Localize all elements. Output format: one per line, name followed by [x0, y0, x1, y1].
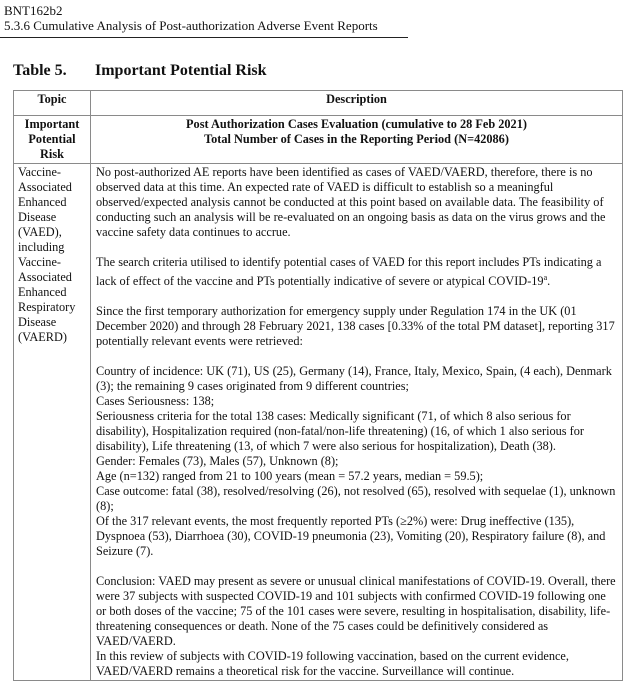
- description-cell: [91, 164, 623, 681]
- footnote-marker: a: [543, 273, 548, 282]
- case-outcome: Case outcome: fatal (38), resolved/resolving (26), not resolved (65), resolved with sequelae (1), unknown (8);: [96, 484, 616, 514]
- topic-cell: Vaccine-Associated Enhanced Disease (VAED), including Vaccine-Associated Enhanced Respiratory Disease (VAERD): [14, 164, 91, 681]
- subheader-line-1: Post Authorization Cases Evaluation (cumulative to 28 Feb 2021): [186, 117, 527, 131]
- search-criteria-paragraph: The search criteria utilised to identify potential cases of VAED for this report includes PTs indicating a lack of effect of the vaccine and PTs potentially indicative of severe or atypical COVID-19$^a$.: [96, 255, 602, 289]
- document-header: [4, 3, 404, 33]
- gender-breakdown: Gender: Females (73), Males (57), Unknown (8);: [96, 454, 339, 469]
- table-name: Important Potential Risk: [95, 62, 267, 79]
- subheader-line-2: Total Number of Cases in the Reporting Period (N=42086): [204, 132, 509, 146]
- subheader-description: [91, 116, 623, 164]
- country-of-incidence: Country of incidence: UK (71), US (25), Germany (14), France, Italy, Mexico, Spain, (4 each), Denmark (3); the remaining 9 cases originated from 9 different countries;: [96, 364, 612, 394]
- seriousness-criteria: Seriousness criteria for the total 138 cases: Medically significant (71, of which 8 also serious for disability), Hospitalization required (non-fatal/non-life threatening) (16, of which 1 also serious for disability), Life threatening (13, of which 7 were also serious for hospitalization), Death (38).: [96, 409, 584, 454]
- subheader-topic: Important Potential Risk: [14, 116, 91, 164]
- conclusion-paragraph: Conclusion: VAED may present as severe or unusual clinical manifestations of COVID-19. Overall, there were 37 subjects with suspected COVID-19 and 101 subjects with confirmed COVID-19 following one or both doses of the vaccine; 75 of the 101 cases were severe, resulting in hospitalisation, disability, life-threatening consequences or death. None of the 75 cases could be definitively considered as VAED/VAERD.: [96, 574, 616, 649]
- cases-seriousness: Cases Seriousness: 138;: [96, 394, 215, 409]
- age-breakdown: Age (n=132) ranged from 21 to 100 years (mean = 57.2 years, median = 59.5);: [96, 469, 484, 484]
- frequent-pts: Of the 317 relevant events, the most frequently reported PTs (≥2%) were: Drug ineffective (135), Dyspnoea (53), Diarrhoea (30), COVID-19 pneumonia (23), Vomiting (20), Respiratory failure (8), and Seizure (7).: [96, 514, 606, 559]
- cases-retrieved-paragraph: Since the first temporary authorization for emergency supply under Regulation 174 in the UK (01 December 2020) and through 28 February 2021, 138 cases [0.33% of the total PM dataset], reporting 317 potentially relevant events were retrieved:: [96, 304, 615, 349]
- table-header-row: [14, 91, 623, 116]
- table-subheader-row: [14, 116, 623, 164]
- table-number: Table 5.: [13, 62, 67, 79]
- table-title: [13, 62, 267, 80]
- column-header-topic: Topic: [14, 91, 91, 116]
- no-cases-paragraph: No post-authorized AE reports have been identified as cases of VAED/VAERD, therefore, there is no observed data at this time. An expected rate of VAED is difficult to establish so a meaningful observed/expected analysis cannot be conducted at this point based on available data. The feasibility of conducting such an analysis will be re-evaluated on an ongoing basis as data on the virus grows and the vaccine safety data continues to accrue.: [96, 165, 606, 239]
- column-header-description: Description: [91, 91, 623, 116]
- header-divider: [0, 37, 408, 38]
- section-title: 5.3.6 Cumulative Analysis of Post-authorization Adverse Event Reports: [4, 18, 378, 33]
- important-potential-risk-table: [13, 90, 623, 681]
- product-name: BNT162b2: [4, 3, 63, 18]
- table-row: [14, 164, 623, 681]
- review-paragraph: In this review of subjects with COVID-19 following vaccination, based on the current evidence, VAED/VAERD remains a theoretical risk for the vaccine. Surveillance will continue.: [96, 649, 569, 679]
